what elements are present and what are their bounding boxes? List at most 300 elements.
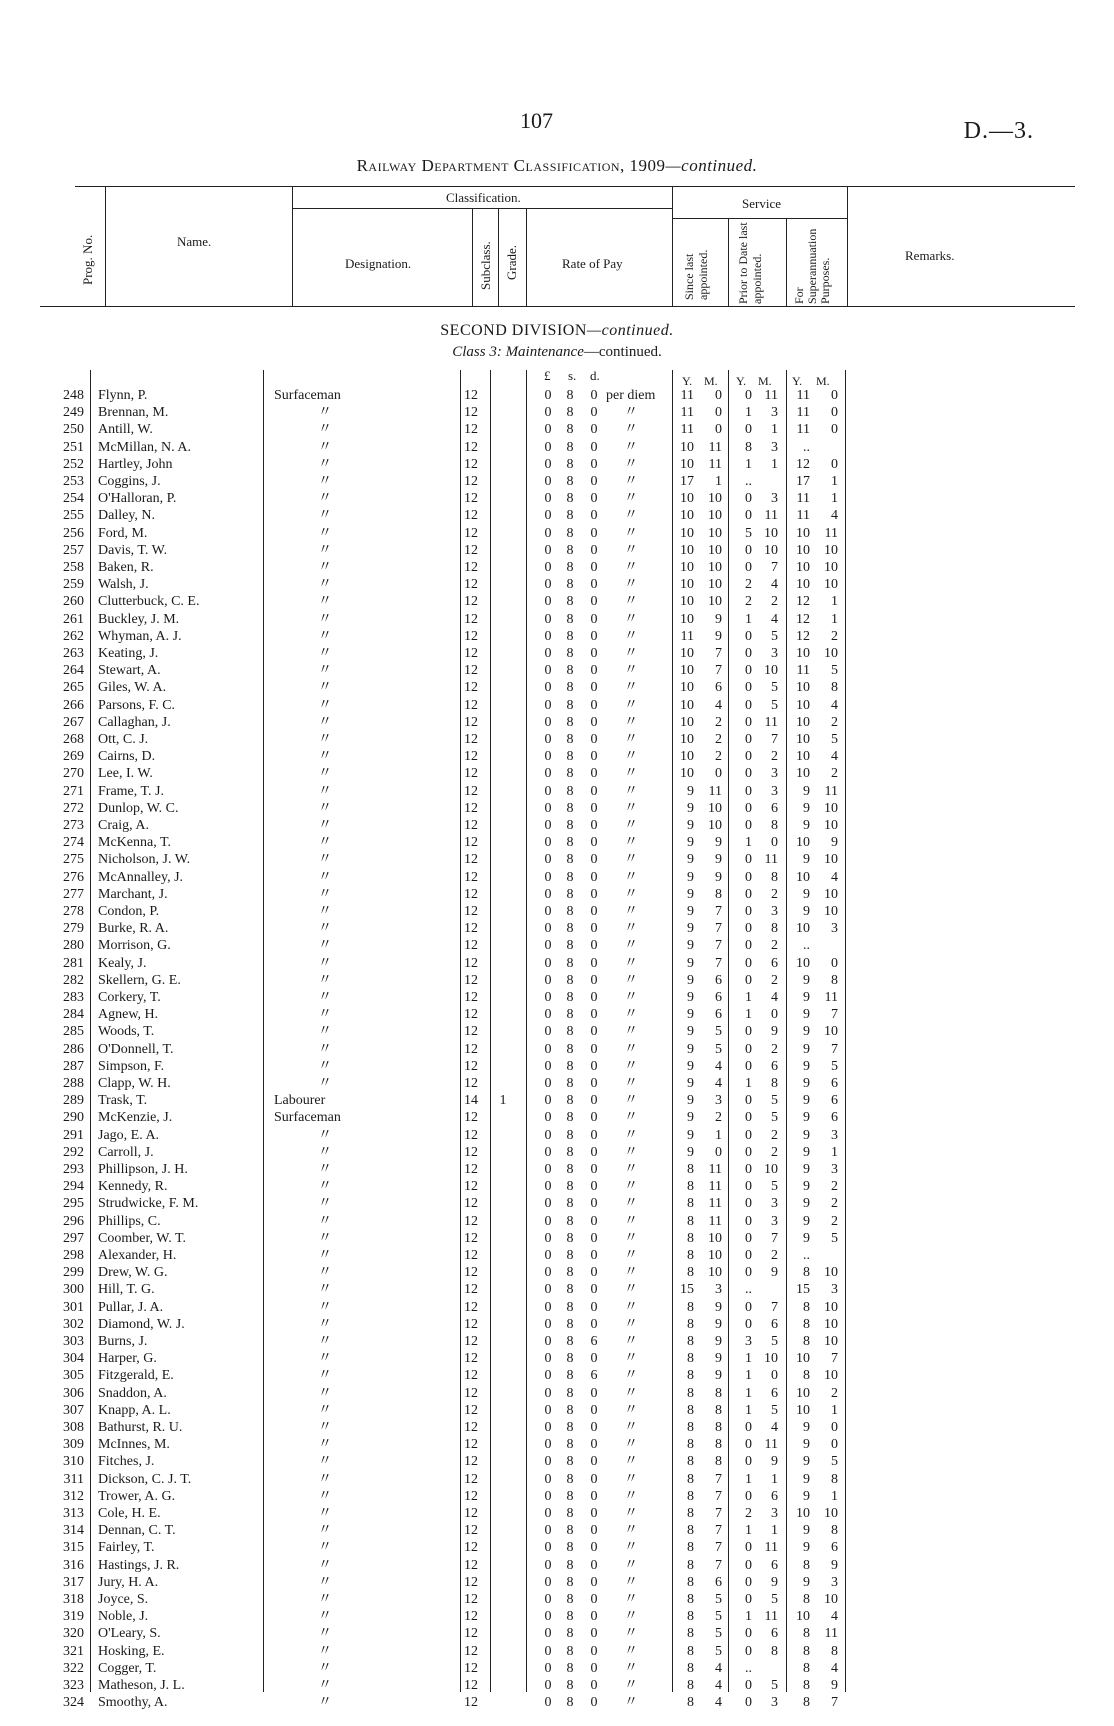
- super-months: 0: [831, 422, 838, 438]
- prior-months: 11: [764, 714, 778, 730]
- prog-no: 311: [63, 1471, 84, 1487]
- super-months: 4: [831, 697, 838, 713]
- since-years: 8: [687, 1213, 694, 1229]
- since-years: 10: [680, 525, 694, 541]
- prior-years: 1: [745, 1523, 752, 1539]
- employee-name: Jury, H. A.: [98, 1574, 159, 1590]
- prior-years: 0: [745, 1488, 752, 1504]
- pay-period: 〃: [624, 938, 638, 954]
- since-years: 8: [687, 1609, 694, 1625]
- prog-no: 296: [63, 1213, 84, 1229]
- since-years: 9: [687, 955, 694, 971]
- super-months: 5: [831, 732, 838, 747]
- grade: 12: [464, 1230, 478, 1246]
- since-years: 10: [680, 680, 694, 696]
- prog-no: 290: [63, 1110, 84, 1126]
- prior-months: 3: [771, 783, 778, 799]
- prog-no: 266: [63, 697, 84, 713]
- employee-name: Dickson, C. J. T.: [98, 1471, 192, 1487]
- prior-years: 0: [745, 1557, 752, 1573]
- pay-shillings: 8: [566, 1540, 574, 1556]
- since-years: 9: [687, 800, 694, 816]
- prior-months: 2: [771, 1248, 778, 1263]
- super-months: 0: [831, 456, 838, 472]
- employee-name: Dalley, N.: [98, 508, 156, 524]
- grade: 12: [464, 749, 478, 765]
- pay-shillings: 8: [566, 766, 574, 782]
- pay-period: 〃: [624, 1058, 638, 1074]
- prior-years: 0: [745, 1213, 752, 1229]
- super-months: 2: [831, 766, 838, 782]
- super-years: 12: [796, 594, 810, 610]
- pay-period: 〃: [624, 1334, 638, 1349]
- pay-shillings: 8: [566, 474, 574, 489]
- super-years: 9: [803, 852, 810, 868]
- designation: 〃: [318, 1213, 332, 1229]
- since-years: 8: [687, 1385, 694, 1401]
- since-years: 8: [687, 1592, 694, 1607]
- employee-name: Jago, E. A.: [98, 1127, 160, 1143]
- pay-shillings: 8: [566, 1471, 574, 1487]
- super-years: 9: [803, 1110, 810, 1126]
- super-months: 7: [831, 1351, 838, 1367]
- designation: 〃: [318, 1454, 332, 1470]
- pay-pence: 0: [590, 439, 598, 455]
- prior-years: 1: [745, 1368, 752, 1384]
- grade: 12: [464, 1110, 478, 1126]
- employee-name: Drew, W. G.: [98, 1265, 168, 1281]
- since-years: 8: [687, 1299, 694, 1315]
- pay-period: 〃: [624, 1626, 638, 1642]
- pay-pence: 0: [590, 1041, 598, 1057]
- employee-name: Carroll, J.: [98, 1144, 154, 1160]
- prior-months: 2: [771, 1127, 778, 1143]
- since-years: 10: [680, 732, 694, 747]
- designation: 〃: [318, 1626, 332, 1642]
- prior-months: 4: [771, 611, 778, 627]
- since-years: 9: [687, 818, 694, 833]
- prior-months: 0: [771, 1368, 778, 1384]
- since-years: 10: [680, 611, 694, 627]
- pay-shillings: 8: [566, 1041, 574, 1057]
- pay-period: 〃: [624, 1660, 638, 1676]
- grade: 12: [464, 886, 478, 902]
- since-years: 8: [687, 1523, 694, 1539]
- since-months: 8: [715, 1437, 722, 1453]
- prior-years: 5: [745, 525, 752, 541]
- prog-no: 275: [63, 852, 84, 868]
- super-months: 11: [824, 990, 838, 1005]
- prog-no: 292: [63, 1144, 84, 1160]
- pay-pounds: 0: [544, 1643, 552, 1659]
- table-row: [0, 801, 1114, 817]
- designation: 〃: [318, 1592, 332, 1607]
- prior-years: 0: [745, 1540, 752, 1556]
- employee-name: Stewart, A.: [98, 663, 161, 679]
- pay-pence: 0: [590, 1299, 598, 1315]
- pay-pence: 0: [590, 852, 598, 868]
- designation: 〃: [318, 835, 332, 851]
- prior-months: 11: [764, 1540, 778, 1556]
- super-years: 10: [796, 1402, 810, 1418]
- since-years: 8: [687, 1368, 694, 1384]
- since-months: 11: [708, 783, 722, 799]
- pay-pounds: 0: [544, 1368, 552, 1384]
- super-years: 9: [803, 1041, 810, 1057]
- super-months: 10: [824, 1299, 838, 1315]
- table-row: [0, 526, 1114, 542]
- since-years: 8: [687, 1488, 694, 1504]
- employee-name: Harper, G.: [98, 1351, 157, 1367]
- employee-name: Ford, M.: [98, 525, 148, 541]
- pay-period: 〃: [624, 1024, 638, 1040]
- unit-since-years: Y.: [682, 374, 693, 388]
- prog-no: 271: [63, 783, 84, 799]
- prog-no: 286: [63, 1041, 84, 1057]
- employee-name: Phillips, C.: [98, 1213, 161, 1229]
- pay-period: 〃: [624, 1695, 638, 1711]
- prog-no: 268: [63, 732, 84, 747]
- since-years: 9: [687, 990, 694, 1005]
- pay-pounds: 0: [544, 1351, 552, 1367]
- pay-pence: 0: [590, 749, 598, 765]
- table-row: [0, 543, 1114, 559]
- employee-name: Strudwicke, F. M.: [98, 1196, 199, 1212]
- super-months: 2: [831, 1385, 838, 1401]
- pay-shillings: 8: [566, 1592, 574, 1607]
- super-years: 10: [796, 732, 810, 747]
- super-months: 4: [831, 508, 838, 524]
- employee-name: Kennedy, R.: [98, 1179, 168, 1195]
- pay-period: 〃: [624, 1437, 638, 1453]
- since-months: 5: [715, 1609, 722, 1625]
- pay-period: 〃: [624, 1454, 638, 1470]
- pay-pounds: 0: [544, 852, 552, 868]
- prog-no: 252: [63, 456, 84, 472]
- prog-no: 265: [63, 680, 84, 696]
- prog-no: 249: [63, 405, 84, 421]
- super-years: 12: [796, 456, 810, 472]
- title-main: Railway Department Classification, 1909: [356, 156, 666, 175]
- employee-name: Smoothy, A.: [98, 1695, 168, 1711]
- table-row: [0, 732, 1114, 748]
- pay-period: 〃: [624, 1574, 638, 1590]
- header-prog-no: Prog. No.: [80, 234, 95, 285]
- pay-period: 〃: [624, 1213, 638, 1229]
- pay-period: 〃: [624, 1076, 638, 1091]
- header-subclass: Subclass.: [478, 241, 493, 290]
- table-row: [0, 612, 1114, 628]
- prior-years: 0: [745, 1316, 752, 1332]
- super-months: 4: [831, 869, 838, 885]
- pay-period: 〃: [624, 680, 638, 696]
- super-years: 9: [803, 1196, 810, 1212]
- employee-name: Whyman, A. J.: [98, 628, 182, 644]
- designation: 〃: [318, 1540, 332, 1556]
- since-years: 8: [687, 1265, 694, 1281]
- prog-no: 305: [63, 1368, 84, 1384]
- employee-name: Baken, R.: [98, 560, 154, 575]
- since-years: 8: [687, 1660, 694, 1676]
- since-years: 8: [687, 1557, 694, 1573]
- prior-years: 0: [745, 1574, 752, 1590]
- pay-pounds: 0: [544, 732, 552, 747]
- grade: 12: [464, 439, 478, 455]
- table-row: [0, 440, 1114, 456]
- prog-no: 294: [63, 1179, 84, 1195]
- pay-period: 〃: [624, 800, 638, 816]
- pay-period: 〃: [624, 1523, 638, 1539]
- designation: 〃: [318, 1196, 332, 1212]
- since-years: 8: [687, 1626, 694, 1642]
- employee-name: Corkery, T.: [98, 990, 161, 1005]
- since-months: 2: [715, 1110, 722, 1126]
- pay-period: 〃: [624, 955, 638, 971]
- pay-pence: 0: [590, 938, 598, 954]
- grade: 12: [464, 646, 478, 661]
- pay-shillings: 8: [566, 680, 574, 696]
- super-years: 17: [796, 474, 810, 489]
- since-months: 6: [715, 1574, 722, 1590]
- pay-shillings: 8: [566, 594, 574, 610]
- pay-pence: 0: [590, 1574, 598, 1590]
- prior-years: 1: [745, 1609, 752, 1625]
- employee-name: Noble, J.: [98, 1609, 149, 1625]
- prior-years: 1: [745, 990, 752, 1005]
- prog-no: 263: [63, 646, 84, 661]
- pay-pence: 0: [590, 491, 598, 507]
- pay-pounds: 0: [544, 577, 552, 593]
- prior-years: 0: [745, 1127, 752, 1143]
- prior-years: 1: [745, 1007, 752, 1023]
- table-row: [0, 663, 1114, 679]
- pay-period: 〃: [624, 491, 638, 507]
- super-years: 9: [803, 1127, 810, 1143]
- prior-months: 8: [771, 1076, 778, 1091]
- prog-no: 293: [63, 1162, 84, 1177]
- prior-years: 0: [745, 1695, 752, 1711]
- pay-pence: 0: [590, 1127, 598, 1143]
- designation: Surfaceman: [274, 1110, 341, 1126]
- pay-pounds: 0: [544, 1402, 552, 1418]
- pay-pence: 0: [590, 783, 598, 799]
- designation: 〃: [318, 577, 332, 593]
- super-years: 8: [803, 1334, 810, 1349]
- super-months: 5: [831, 1454, 838, 1470]
- designation: 〃: [318, 1265, 332, 1281]
- super-months: 1: [831, 1488, 838, 1504]
- super-years: 9: [803, 972, 810, 988]
- since-years: 8: [687, 1471, 694, 1487]
- pay-pence: 0: [590, 405, 598, 421]
- employee-name: O'Leary, S.: [98, 1626, 161, 1642]
- super-years: 10: [796, 646, 810, 661]
- prior-years: 0: [745, 921, 752, 937]
- grade: 12: [464, 1127, 478, 1143]
- super-months: 8: [831, 1643, 838, 1659]
- pay-pounds: 0: [544, 1248, 552, 1263]
- pay-period: per diem: [606, 388, 656, 403]
- since-months: 6: [715, 1007, 722, 1023]
- since-months: 6: [715, 680, 722, 696]
- pay-shillings: 8: [566, 1351, 574, 1367]
- prior-months: 2: [771, 886, 778, 902]
- pay-pounds: 0: [544, 1316, 552, 1332]
- pay-period: 〃: [624, 1643, 638, 1659]
- employee-name: Walsh, J.: [98, 577, 149, 593]
- pay-pounds: 0: [544, 1230, 552, 1246]
- prior-years: 0: [745, 422, 752, 438]
- super-months: 10: [824, 1334, 838, 1349]
- prior-months: 2: [771, 594, 778, 610]
- pay-period: 〃: [624, 1265, 638, 1281]
- prior-months: 3: [771, 904, 778, 919]
- since-years: 10: [680, 542, 694, 558]
- since-years: 9: [687, 852, 694, 868]
- prior-years: 0: [745, 1454, 752, 1470]
- pay-pounds: 0: [544, 1213, 552, 1229]
- prior-months: 7: [771, 1230, 778, 1246]
- prior-months: 8: [771, 921, 778, 937]
- employee-name: Nicholson, J. W.: [98, 852, 191, 868]
- grade: 12: [464, 474, 478, 489]
- table-row: [0, 1110, 1114, 1126]
- table-row: [0, 887, 1114, 903]
- table-row: [0, 577, 1114, 593]
- prior-months: 3: [771, 1196, 778, 1212]
- prior-months: 0: [771, 835, 778, 851]
- prog-no: 278: [63, 904, 84, 919]
- prior-months: 1: [771, 422, 778, 438]
- pay-period: 〃: [624, 405, 638, 421]
- pay-shillings: 8: [566, 491, 574, 507]
- table-row: [0, 921, 1114, 937]
- table-row: [0, 1626, 1114, 1642]
- designation: 〃: [318, 594, 332, 610]
- since-years: 10: [680, 439, 694, 455]
- since-months: 10: [708, 1230, 722, 1246]
- since-months: 0: [715, 766, 722, 782]
- table-row: [0, 870, 1114, 886]
- employee-name: Skellern, G. E.: [98, 972, 181, 988]
- designation: 〃: [318, 1678, 332, 1693]
- prog-no: 302: [63, 1316, 84, 1332]
- table-row: [0, 594, 1114, 610]
- prior-years: 0: [745, 904, 752, 919]
- designation: 〃: [318, 1334, 332, 1349]
- table-row: [0, 1386, 1114, 1402]
- super-years: 9: [803, 1574, 810, 1590]
- prior-months: 1: [771, 456, 778, 472]
- pay-period: 〃: [624, 456, 638, 472]
- pay-period: 〃: [624, 663, 638, 679]
- unit-prior-years: Y.: [736, 374, 747, 388]
- pay-pence: 6: [590, 1368, 598, 1384]
- super-years: 10: [796, 714, 810, 730]
- pay-pounds: 0: [544, 1592, 552, 1607]
- pay-period: 〃: [624, 1351, 638, 1367]
- super-years: 11: [796, 508, 810, 524]
- since-years: 8: [687, 1402, 694, 1418]
- since-years: 9: [687, 783, 694, 799]
- super-years: 11: [796, 491, 810, 507]
- prior-years: 0: [745, 800, 752, 816]
- pay-period: 〃: [624, 714, 638, 730]
- pay-shillings: 8: [566, 1437, 574, 1453]
- pay-pounds: 0: [544, 1557, 552, 1573]
- table-row: [0, 560, 1114, 576]
- designation: 〃: [318, 663, 332, 679]
- pay-shillings: 8: [566, 577, 574, 593]
- table-row: [0, 1454, 1114, 1470]
- since-years: 9: [687, 1058, 694, 1074]
- prior-years: 1: [745, 1471, 752, 1487]
- pay-period: 〃: [624, 525, 638, 541]
- since-years: 8: [687, 1196, 694, 1212]
- unit-pound: £: [544, 368, 551, 383]
- prior-years: 0: [745, 886, 752, 902]
- pay-pounds: 0: [544, 800, 552, 816]
- pay-pounds: 0: [544, 972, 552, 988]
- prior-years: 1: [745, 835, 752, 851]
- prior-years: 0: [745, 628, 752, 644]
- pay-shillings: 8: [566, 1488, 574, 1504]
- super-years: 9: [803, 1523, 810, 1539]
- prior-years: 0: [745, 646, 752, 661]
- table-row: [0, 1661, 1114, 1677]
- pay-pounds: 0: [544, 1007, 552, 1023]
- pay-pounds: 0: [544, 938, 552, 954]
- grade: 12: [464, 1678, 478, 1693]
- prog-no: 255: [63, 508, 84, 524]
- since-years: 9: [687, 921, 694, 937]
- pay-pence: 0: [590, 611, 598, 627]
- grade: 12: [464, 628, 478, 644]
- table-row: [0, 766, 1114, 782]
- pay-pence: 0: [590, 577, 598, 593]
- super-months: 2: [831, 1213, 838, 1229]
- prior-years: 0: [745, 766, 752, 782]
- employee-name: Snaddon, A.: [98, 1385, 167, 1401]
- prog-no: 287: [63, 1058, 84, 1074]
- prior-months: 4: [771, 577, 778, 593]
- prog-no: 312: [63, 1488, 84, 1504]
- since-months: 7: [715, 938, 722, 954]
- pay-shillings: 8: [566, 1076, 574, 1091]
- since-months: 11: [708, 439, 722, 455]
- super-years: 10: [796, 835, 810, 851]
- super-months: 3: [831, 921, 838, 937]
- employee-name: Phillipson, J. H.: [98, 1162, 188, 1177]
- since-years: 8: [687, 1334, 694, 1349]
- pay-pounds: 0: [544, 1437, 552, 1453]
- super-months: 3: [831, 1162, 838, 1177]
- pay-pence: 0: [590, 1093, 598, 1109]
- pay-pence: 0: [590, 714, 598, 730]
- pay-shillings: 8: [566, 1110, 574, 1126]
- pay-pence: 0: [590, 1643, 598, 1659]
- pay-shillings: 8: [566, 646, 574, 661]
- prog-no: 299: [63, 1265, 84, 1281]
- pay-shillings: 8: [566, 1162, 574, 1177]
- grade: 12: [464, 1316, 478, 1332]
- grade: 12: [464, 1454, 478, 1470]
- pay-period: 〃: [624, 508, 638, 524]
- prog-no: 317: [63, 1574, 84, 1590]
- super-months: 0: [831, 1437, 838, 1453]
- designation: 〃: [318, 1471, 332, 1487]
- prior-years: 2: [745, 577, 752, 593]
